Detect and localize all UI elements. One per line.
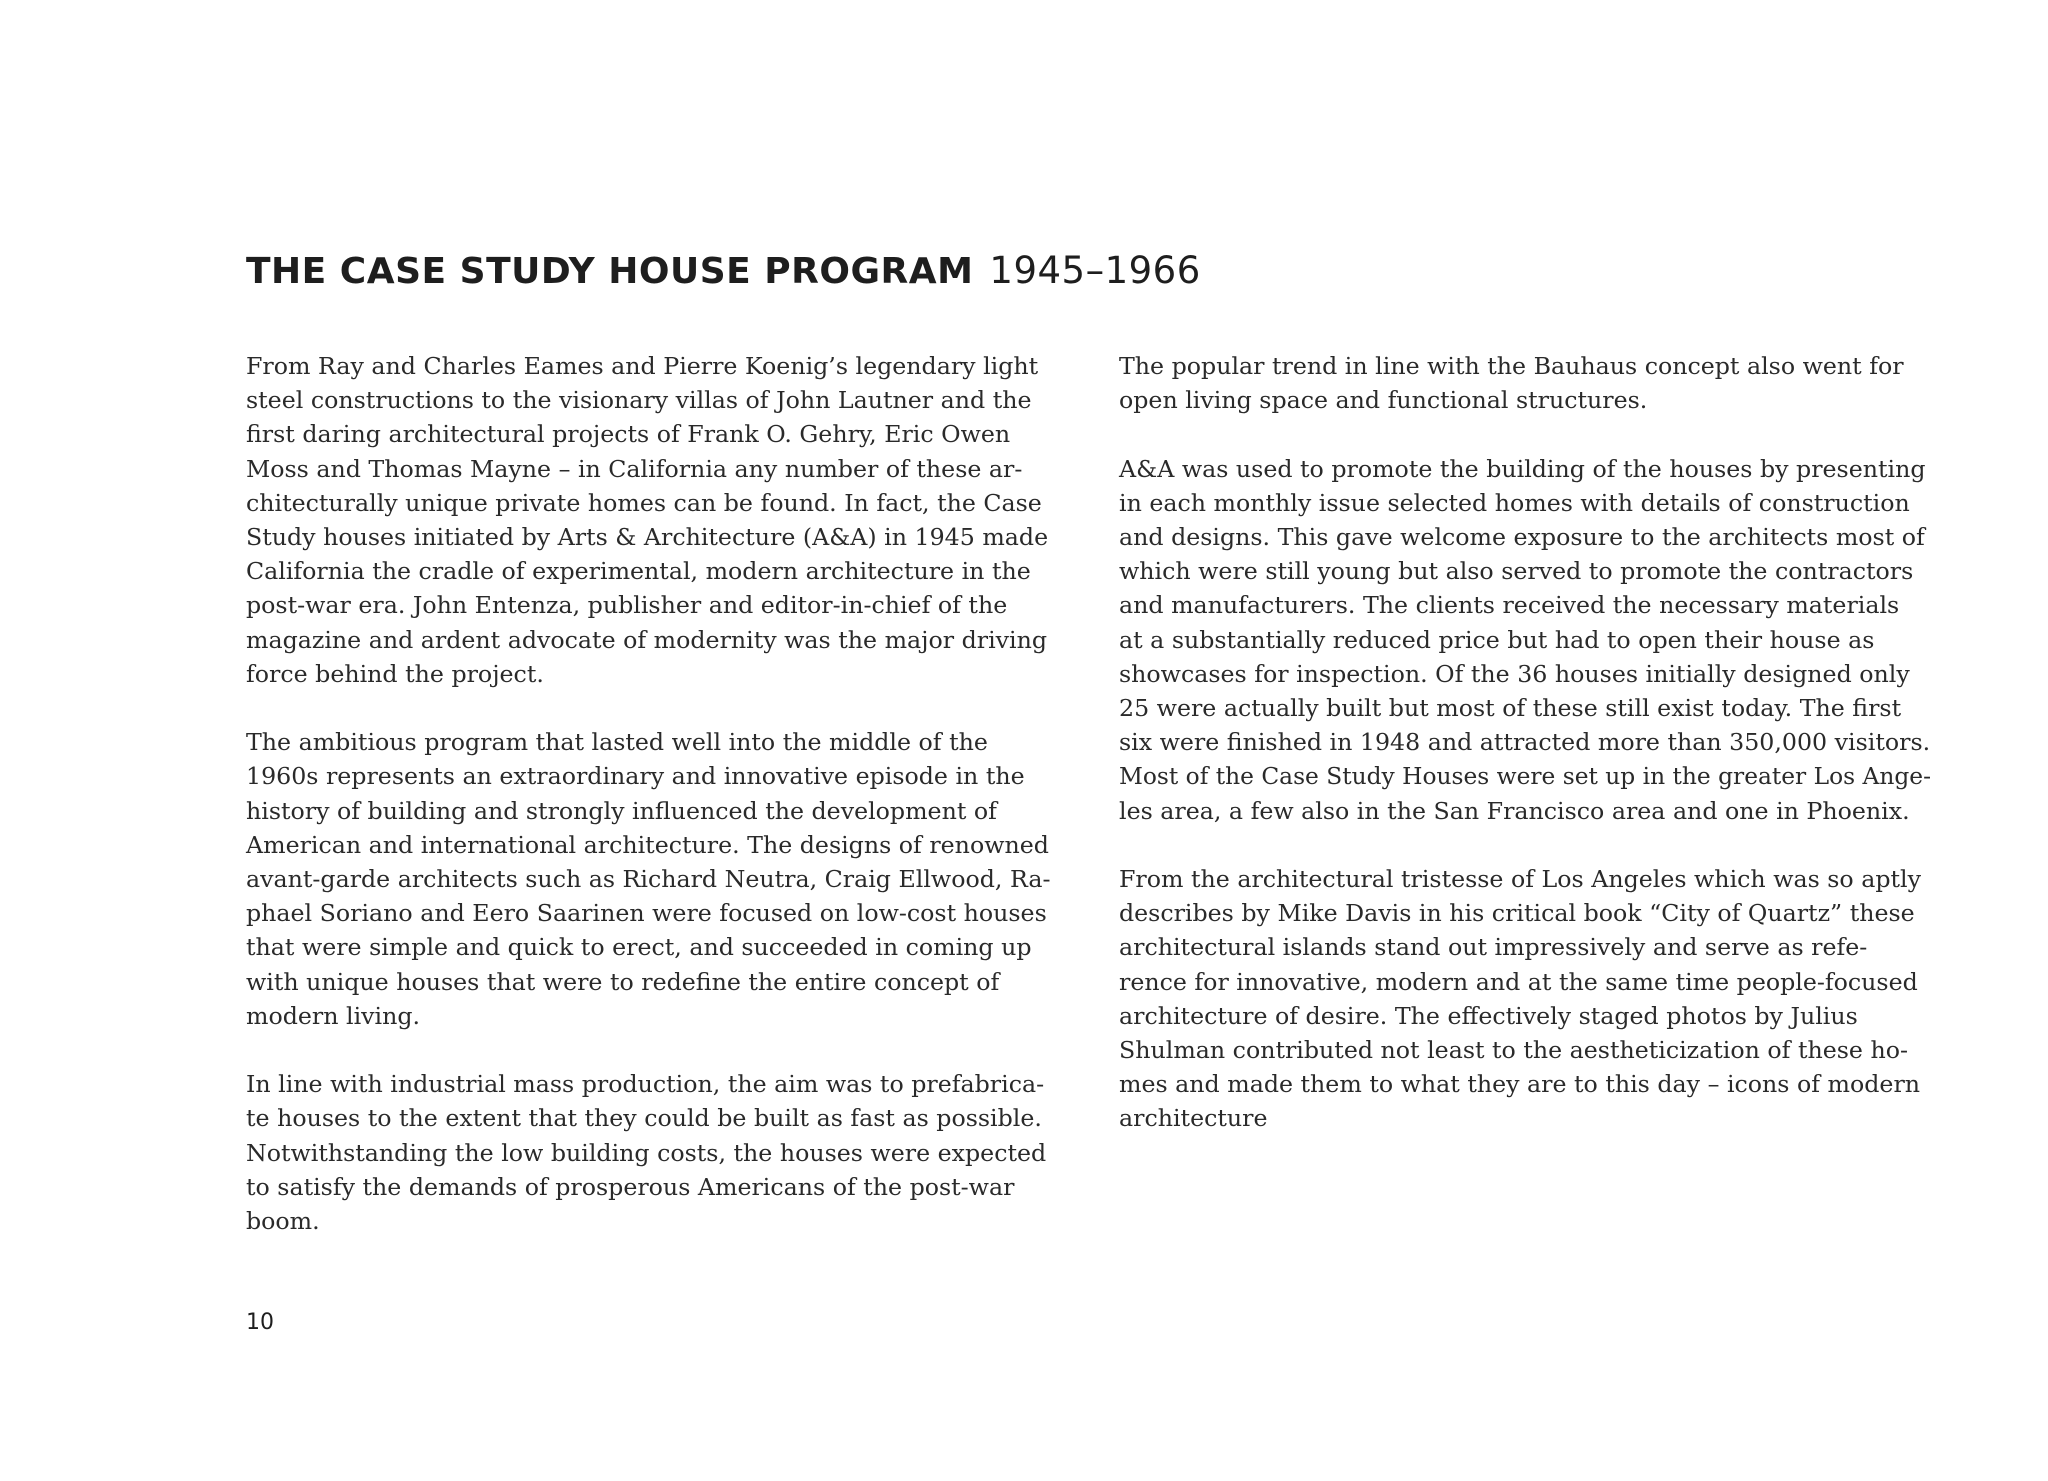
text-line: force behind the project. [246,659,544,688]
text-line: mes and made them to what they are to this day – icons of modern [1119,1070,1921,1099]
text-line: 25 were actually built but most of these still exist today. The first [1119,694,1902,723]
paragraph [246,1067,1050,1238]
text-line: with unique houses that were to redefine the entire concept of [246,967,1000,996]
text-line: architectural islands stand out impressively and serve as refe- [1119,933,1868,962]
text-column-right [1119,349,1944,1170]
text-line: at a substantially reduced price but had to open their house as [1119,625,1875,654]
text-line: magazine and ardent advocate of modernity was the major driving [246,625,1048,654]
text-line: and designs. This gave welcome exposure to the architects most of [1119,523,1925,551]
text-line: Moss and Thomas Mayne – in California any number of these ar- [246,454,1023,483]
text-line: history of building and strongly influenced the development of [246,796,997,825]
paragraph [1119,349,1944,417]
text-line: From Ray and Charles Eames and Pierre Koenig’s legendary light [246,352,1039,380]
page-number: 10 [246,1310,274,1335]
text-line: te houses to the extent that they could be built as fast as possible. [246,1104,1042,1133]
page-heading [246,246,1201,297]
text-line: Study houses initiated by Arts & Architecture (A&A) in 1945 made [246,523,1049,552]
text-line: The ambitious program that lasted well into the middle of the [246,728,988,757]
text-line: modern living. [246,1001,421,1030]
heading-years: 1945–1966 [989,249,1201,292]
text-line: six were finished in 1948 and attracted more than 350,000 visitors. [1119,728,1931,757]
text-line: The popular trend in line with the Bauhaus concept also went for [1119,352,1904,380]
text-line: boom. [246,1207,320,1236]
text-line: architecture [1119,1104,1268,1133]
text-line: American and international architecture. The designs of renowned [246,830,1049,859]
text-line: From the architectural tristesse of Los Angeles which was so aptly [1119,865,1921,894]
text-line: showcases for inspection. Of the 36 houses initially designed only [1119,659,1910,688]
text-column-left [246,349,1050,1272]
text-line: architecture of desire. The effectively staged photos by Julius [1119,1001,1858,1030]
text-line: and manufacturers. The clients received the necessary materials [1119,591,1900,620]
text-line: post-war era. John Entenza, publisher and editor-in-chief of the [246,591,1008,620]
text-line: in each monthly issue selected homes with details of construction [1119,488,1910,517]
text-line: chitecturally unique private homes can be found. In fact, the Case [246,488,1042,517]
text-line: Most of the Case Study Houses were set up in the greater Los Ange- [1119,762,1931,791]
text-line: In line with industrial mass production, the aim was to prefabrica- [246,1070,1045,1099]
text-line: Notwithstanding the low building costs, the houses were expected [246,1138,1047,1167]
text-line: to satisfy the demands of prosperous Americans of the post-war [246,1172,1015,1201]
paragraph [1119,862,1944,1136]
text-line: which were still young but also served to promote the contractors [1119,557,1914,586]
text-line: les area, a few also in the San Francisco area and one in Phoenix. [1119,796,1910,825]
text-line: describes by Mike Davis in his critical book “City of Quartz” these [1119,899,1915,928]
text-line: open living space and functional structures. [1119,386,1648,415]
heading-title: THE CASE STUDY HOUSE PROGRAM [246,251,974,292]
paragraph [1119,452,1944,828]
text-line: rence for innovative, modern and at the same time people-focused [1119,967,1918,996]
text-line: Shulman contributed not least to the aestheticization of these ho- [1119,1036,1908,1065]
text-line: avant-garde architects such as Richard Neutra, Craig Ellwood, Ra- [246,865,1051,894]
paragraph [246,349,1050,691]
text-line: California the cradle of experimental, modern architecture in the [246,557,1031,586]
text-line: 1960s represents an extraordinary and innovative episode in the [246,762,1025,791]
text-line: phael Soriano and Eero Saarinen were focused on low-cost houses [246,899,1047,928]
paragraph [246,725,1050,1033]
text-line: first daring architectural projects of Frank O. Gehry, Eric Owen [246,420,1011,449]
text-line: steel constructions to the visionary villas of John Lautner and the [246,386,1032,415]
text-line: A&A was used to promote the building of the houses by presenting [1119,454,1926,483]
text-line: that were simple and quick to erect, and succeeded in coming up [246,933,1032,962]
